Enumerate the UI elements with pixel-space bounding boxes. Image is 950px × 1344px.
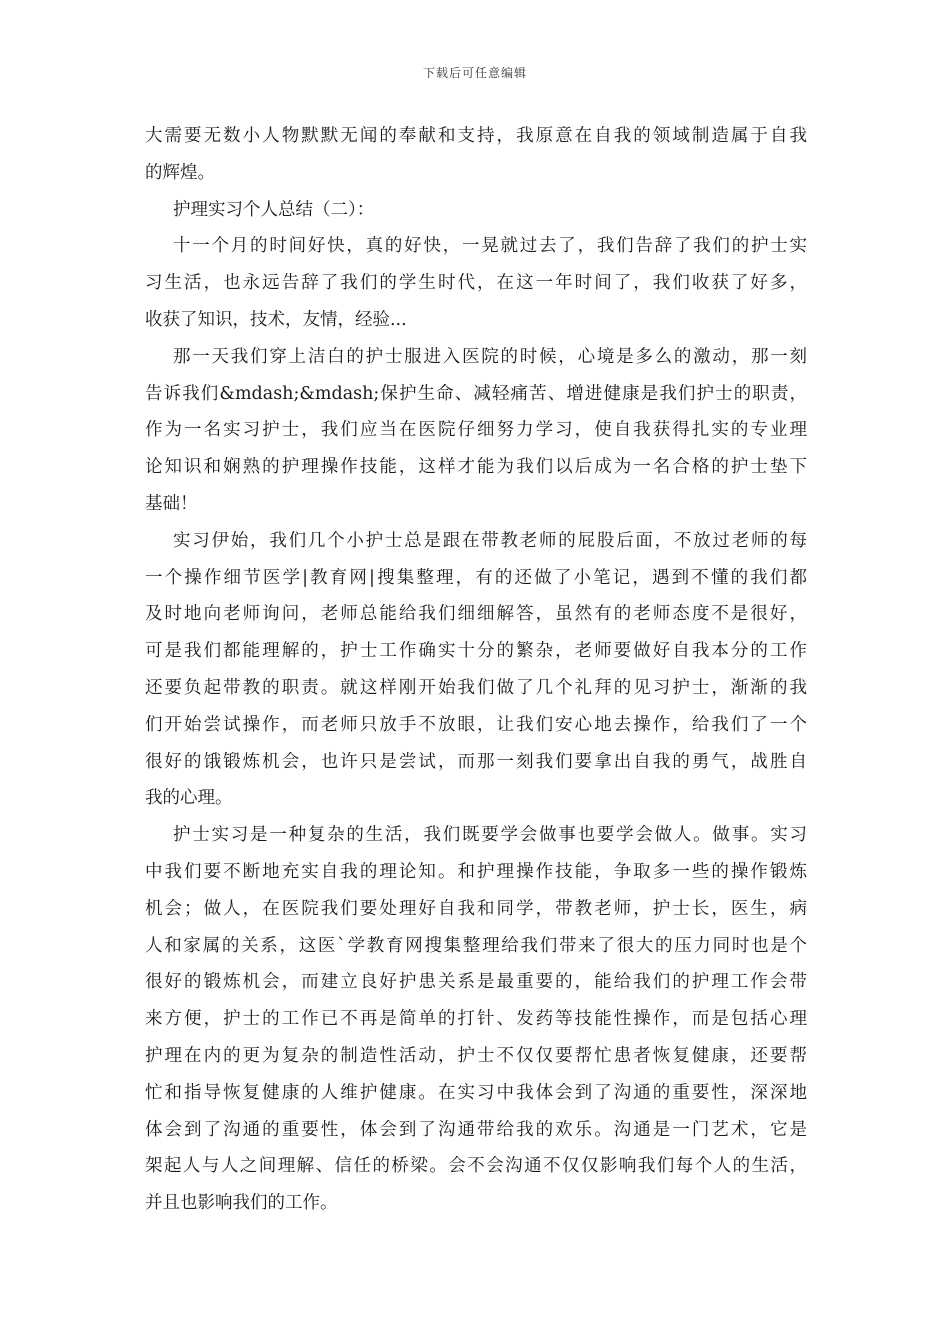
text-line: 来方便，护士的工作已不再是简单的打针、发药等技能性操作，而是包括心理 [145, 1009, 807, 1030]
text-line: 十一个月的时间好快，真的好快，一晃就过去了，我们告辞了我们的护士实 [173, 236, 807, 257]
text-line: 一个操作细节医学|教育网|搜集整理，有的还做了小笔记，遇到不懂的我们都 [145, 567, 807, 588]
text-line: 基础！ [145, 493, 198, 514]
text-line: 大需要无数小人物默默无闻的奉献和支持，我原意在自我的领域制造属于自我 [145, 126, 807, 146]
text-line: 机会；做人，在医院我们要处理好自我和同学，带教老师，护士长，医生，病 [145, 898, 807, 919]
text-line: 并且也影响我们的工作。 [145, 1193, 338, 1214]
text-line: 的辉煌。 [145, 162, 215, 183]
text-line: 护理实习个人总结（二）： [173, 199, 375, 220]
text-line: 人和家属的关系，这医`学教育网搜集整理给我们带来了很大的压力同时也是个 [145, 935, 807, 956]
text-line: 我的心理。 [145, 788, 233, 809]
text-line: 们开始尝试操作，而老师只放手不放眼，让我们安心地去操作，给我们了一个 [145, 714, 807, 735]
text-line: 那一天我们穿上洁白的护士服进入医院的时候，心境是多么的激动，那一刻 [173, 346, 807, 367]
page-header: 下载后可任意编辑 [422, 66, 527, 80]
text-line: 收获了知识，技术，友情，经验... [145, 309, 407, 330]
text-line: 体会到了沟通的重要性，体会到了沟通带给我的欢乐。沟通是一门艺术，它是 [145, 1119, 807, 1140]
text-line: 护理在内的更为复杂的制造性活动，护士不仅仅要帮忙患者恢复健康，还要帮 [145, 1045, 807, 1066]
text-line: 中我们要不断地充实自我的理论知。和护理操作技能，争取多一些的操作锻炼 [145, 861, 807, 882]
text-line: 还要负起带教的职责。就这样刚开始我们做了几个礼拜的见习护士，渐渐的我 [145, 677, 807, 698]
text-line: 及时地向老师询问，老师总能给我们细细解答，虽然有的老师态度不是很好， [145, 604, 807, 625]
text-line: 告诉我们&mdash;&mdash;保护生命、减轻痛苦、增进健康是我们护士的职责， [145, 383, 807, 404]
document-body [145, 118, 807, 1222]
text-line: 可是我们都能理解的，护士工作确实十分的繁杂，老师要做好自我本分的工作 [145, 641, 807, 662]
text-line: 忙和指导恢复健康的人维护健康。在实习中我体会到了沟通的重要性，深深地 [145, 1082, 807, 1103]
text-line: 架起人与人之间理解、信任的桥梁。会不会沟通不仅仅影响我们每个人的生活， [145, 1156, 807, 1177]
text-line: 护士实习是一种复杂的生活，我们既要学会做事也要学会做人。做事。实习 [173, 825, 807, 846]
text-line: 很好的锻炼机会，而建立良好护患关系是最重要的，能给我们的护理工作会带 [145, 972, 807, 993]
text-line: 论知识和娴熟的护理操作技能，这样才能为我们以后成为一名合格的护士垫下 [145, 457, 807, 478]
text-line: 习生活，也永远告辞了我们的学生时代，在这一年时间了，我们收获了好多， [145, 273, 807, 294]
text-line: 作为一名实习护士，我们应当在医院仔细努力学习，使自我获得扎实的专业理 [145, 420, 807, 441]
text-line: 很好的饿锻炼机会，也许只是尝试，而那一刻我们要拿出自我的勇气，战胜自 [145, 751, 807, 772]
text-line: 实习伊始，我们几个小护士总是跟在带教老师的屁股后面，不放过老师的每 [173, 530, 807, 551]
